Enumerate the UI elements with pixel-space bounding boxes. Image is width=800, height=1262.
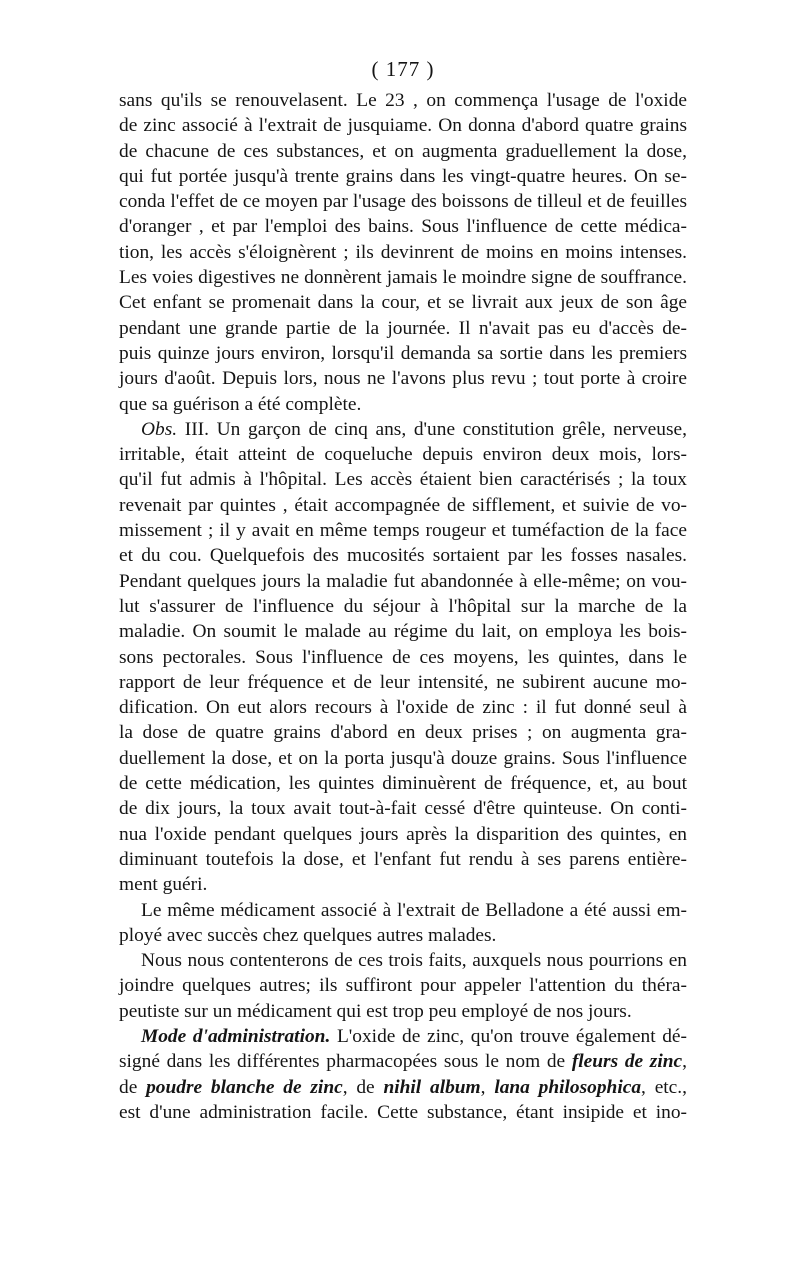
text-line: de chacune de ces substances, et on augmenta graduellement la dose,	[119, 140, 687, 162]
paragraph-conclusion	[119, 948, 687, 1024]
text-line: rapport de leur fréquence et de leur intensité, ne subirent aucune mo-	[119, 671, 687, 693]
text-line: de zinc associé à l'extrait de jusquiame. On donna d'abord quatre grains	[119, 115, 687, 137]
text-line: jours d'août. Depuis lors, nous ne l'avons plus revu ; tout porte à croire	[119, 368, 687, 390]
obs-label: Obs.	[141, 418, 178, 440]
text-line: lut s'assurer de l'influence du séjour à l'hôpital sur la marche de la	[119, 595, 687, 617]
text-line: qu'il fut admis à l'hôpital. Les accès étaient bien caractérisés ; la toux	[119, 469, 687, 491]
text-line: de poudre blanche de zinc, de nihil album, lana philosophica, etc.,	[119, 1076, 687, 1098]
page-number: ( 177 )	[371, 57, 435, 81]
text-line: la dose de quatre grains d'abord en deux prises ; on augmenta gra-	[119, 722, 687, 744]
text-line: conda l'effet de ce moyen par l'usage des boissons de tilleul et de feuilles	[119, 191, 687, 213]
text-line: peutiste sur un médicament qui est trop peu employé de nos jours.	[119, 1000, 632, 1022]
text-line: ployé avec succès chez quelques autres malades.	[119, 924, 497, 946]
section-heading: Mode d'administration.	[141, 1025, 331, 1047]
text-line: tion, les accès s'éloignèrent ; ils devinrent de moins en moins intenses.	[119, 241, 687, 263]
term-poudre-blanche: poudre blanche de zinc	[146, 1076, 343, 1098]
text-line: irritable, était atteint de coqueluche depuis environ deux mois, lors-	[119, 444, 687, 466]
text-line: ment guéri.	[119, 874, 208, 896]
text-line: duellement la dose, et on la porta jusqu'à douze grains. Sous l'influence	[119, 747, 687, 769]
term-fleurs-de-zinc: fleurs de zinc	[571, 1051, 683, 1073]
term-nihil-album: nihil album	[383, 1076, 481, 1098]
text-line: de dix jours, la toux avait tout-à-fait cessé d'être quinteuse. On conti-	[119, 798, 687, 820]
text-line: nua l'oxide pendant quelques jours après la disparition des quintes, en	[119, 823, 687, 845]
text-line: Obs. III. Un garçon de cinq ans, d'une constitution grêle, nerveuse,	[141, 418, 687, 440]
text-line: puis quinze jours environ, lorsqu'il demanda sa sortie dans les premiers	[119, 342, 687, 364]
text-line: Mode d'administration. L'oxide de zinc, qu'on trouve également dé-	[141, 1025, 687, 1047]
text-line: missement ; il y avait en même temps rougeur et tuméfaction de la face	[119, 520, 687, 542]
text-line: signé dans les différentes pharmacopées sous le nom de fleurs de zinc,	[119, 1051, 687, 1073]
text-line: Les voies digestives ne donnèrent jamais le moindre signe de souffrance.	[119, 267, 687, 289]
text-line: d'oranger , et par l'emploi des bains. Sous l'influence de cette médica-	[119, 216, 687, 238]
text-line: joindre quelques autres; ils suffiront pour appeler l'attention du théra-	[119, 975, 687, 997]
paragraph-continuation	[119, 88, 687, 417]
term-lana-philosophica: lana philosophica	[494, 1076, 642, 1098]
text-line: et du cou. Quelquefois des mucosités sortaient par les fosses nasales.	[119, 545, 687, 567]
text-line: pendant une grande partie de la journée. Il n'avait pas eu d'accès de-	[119, 317, 687, 339]
text-line: Nous nous contenterons de ces trois faits, auxquels nous pourrions en	[141, 950, 687, 972]
text-line: est d'une administration facile. Cette substance, étant insipide et ino-	[119, 1101, 687, 1123]
paragraph-belladone	[119, 898, 687, 949]
text-line: que sa guérison a été complète.	[119, 393, 362, 415]
text-line: diminuant toutefois la dose, et l'enfant fut rendu à ses parens entière-	[119, 848, 687, 870]
text-line: de cette médication, les quintes diminuèrent de fréquence, et, au bout	[119, 773, 687, 795]
paragraph-mode-administration	[119, 1024, 687, 1125]
text-line: qui fut portée jusqu'à trente grains dans les vingt-quatre heures. On se-	[119, 165, 687, 187]
book-page	[119, 56, 687, 1125]
text-line: revenait par quintes , était accompagnée de sifflement, et suivie de vo-	[119, 494, 687, 516]
paragraph-observation-3	[119, 417, 687, 898]
text-line: maladie. On soumit le malade au régime du lait, on employa les bois-	[119, 621, 687, 643]
text-line: sans qu'ils se renouvelasent. Le 23 , on commença l'usage de l'oxide	[119, 90, 687, 111]
text-line: dification. On eut alors recours à l'oxide de zinc : il fut donné seul à	[119, 697, 687, 719]
text-line: Pendant quelques jours la maladie fut abandonnée à elle-même; on vou-	[119, 570, 687, 592]
text-line: sons pectorales. Sous l'influence de ces moyens, les quintes, dans le	[119, 646, 687, 668]
text-line: Le même médicament associé à l'extrait de Belladone a été aussi em-	[141, 899, 687, 921]
text-line: Cet enfant se promenait dans la cour, et se livrait aux jeux de son âge	[119, 292, 687, 314]
